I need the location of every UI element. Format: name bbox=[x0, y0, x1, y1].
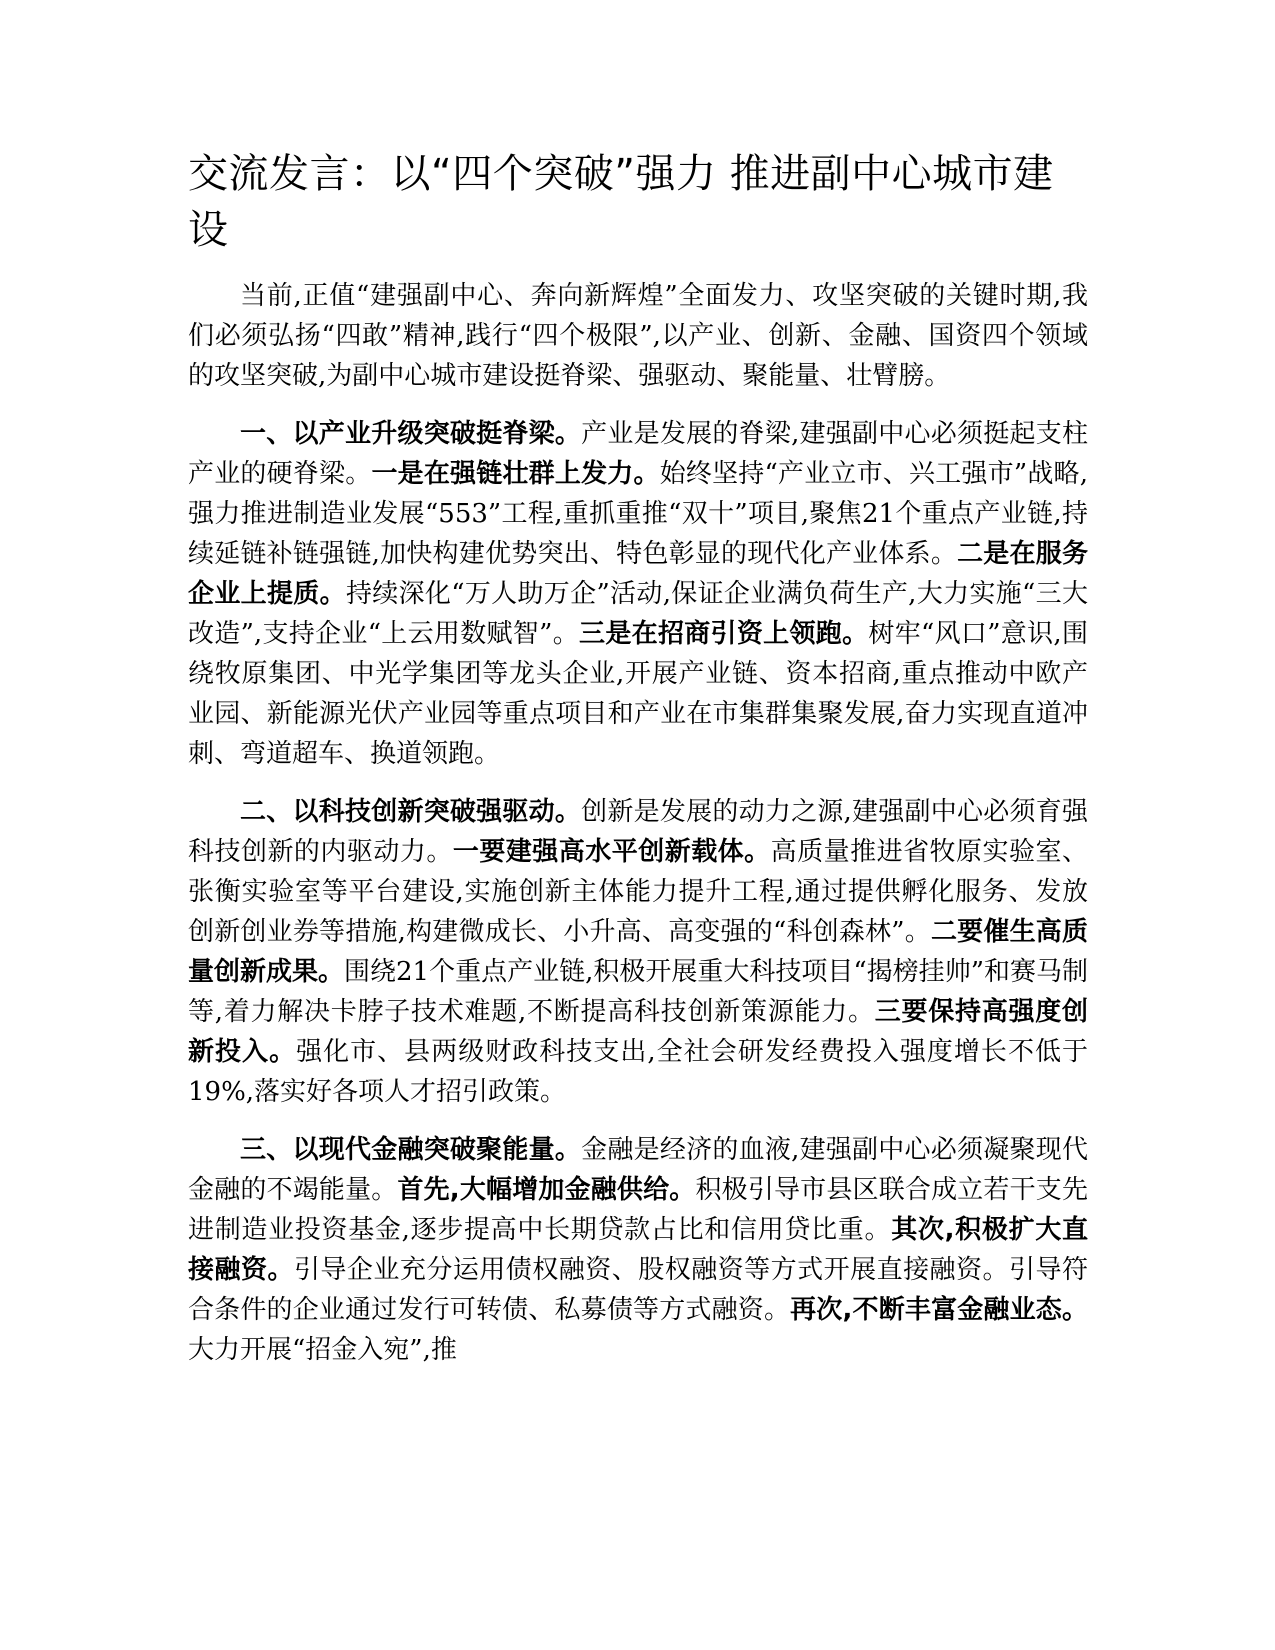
section-innovation-paragraph bbox=[188, 792, 1088, 1112]
point-text: 持续深化“万人助万企”活动,保证企业满负荷生产,大力实施“三大改造”,支持企业“上云用数赋智”。 bbox=[188, 579, 1088, 649]
section-lead: 产业是发展的脊梁,建强副中心必须挺起支柱产业的硬脊梁。 bbox=[188, 419, 1088, 489]
section-lead: 金融是经济的血液,建强副中心必须凝聚现代金融的不竭能量。 bbox=[188, 1135, 1088, 1205]
point-title: 首先,大幅增加金融供给。 bbox=[397, 1175, 696, 1205]
point-title: 其次,积极扩大直接融资。 bbox=[188, 1215, 1088, 1285]
point-title: 三是在招商引资上领跑。 bbox=[579, 619, 869, 649]
section-industry-paragraph bbox=[188, 414, 1088, 774]
point-text: 始终坚持“产业立市、兴工强市”战略,强力推进制造业发展“553”工程,重抓重推“双十”项目,聚焦21个重点产业链,持续延链补链强链,加快构建优势突出、特色彰显的现代化产业体系。 bbox=[188, 459, 1088, 569]
intro-paragraph: 当前,正值“建强副中心、奔向新辉煌”全面发力、攻坚突破的关键时期,我们必须弘扬“四敢”精神,践行“四个极限”,以产业、创新、金融、国资四个领域的攻坚突破,为副中心城市建设挺脊梁、强驱动、聚能量、壮臂膀。 bbox=[188, 281, 1088, 391]
point-title: 三要保持高强度创新投入。 bbox=[188, 997, 1088, 1067]
point-text: 围绕21个重点产业链,积极开展重大科技项目“揭榜挂帅”和赛马制等,着力解决卡脖子技术难题,不断提高科技创新策源能力。 bbox=[188, 957, 1088, 1027]
point-text: 强化市、县两级财政科技支出,全社会研发经费投入强度增长不低于19%,落实好各项人才招引政策。 bbox=[188, 1037, 1088, 1107]
point-text: 大力开展“招金入宛”,推 bbox=[188, 1335, 457, 1365]
document-body bbox=[188, 146, 1088, 1388]
point-text: 高质量推进省牧原实验室、张衡实验室等平台建设,实施创新主体能力提升工程,通过提供孵化服务、发放创新创业券等措施,构建微成长、小升高、高变强的“科创森林”。 bbox=[188, 837, 1088, 947]
point-title: 再次,不断丰富金融业态。 bbox=[790, 1295, 1088, 1325]
section-heading: 二、以科技创新突破强驱动。 bbox=[240, 797, 582, 827]
section-heading: 三、以现代金融突破聚能量。 bbox=[240, 1135, 582, 1165]
point-title: 一是在强链壮群上发力。 bbox=[371, 459, 660, 489]
section-lead: 创新是发展的动力之源,建强副中心必须育强科技创新的内驱动力。 bbox=[188, 797, 1088, 867]
document-title: 交流发言：以“四个突破”强力 推进副中心城市建设 bbox=[188, 151, 1054, 253]
point-text: 树牢“风口”意识,围绕牧原集团、中光学集团等龙头企业,开展产业链、资本招商,重点推动中欧产业园、新能源光伏产业园等重点项目和产业在市集群集聚发展,奋力实现直道冲刺、弯道超车、换道领跑。 bbox=[188, 619, 1088, 769]
point-title: 二要催生高质量创新成果。 bbox=[188, 917, 1088, 987]
point-text: 积极引导市县区联合成立若干支先进制造业投资基金,逐步提高中长期贷款占比和信用贷比重。 bbox=[188, 1175, 1088, 1245]
point-title: 二是在服务企业上提质。 bbox=[188, 539, 1088, 609]
section-heading: 一、以产业升级突破挺脊梁。 bbox=[240, 419, 582, 449]
point-title: 一要建强高水平创新载体。 bbox=[452, 837, 771, 867]
point-text: 引导企业充分运用债权融资、股权融资等方式开展直接融资。引导符合条件的企业通过发行可转债、私募债等方式融资。 bbox=[188, 1255, 1088, 1325]
section-finance-paragraph bbox=[188, 1130, 1088, 1370]
